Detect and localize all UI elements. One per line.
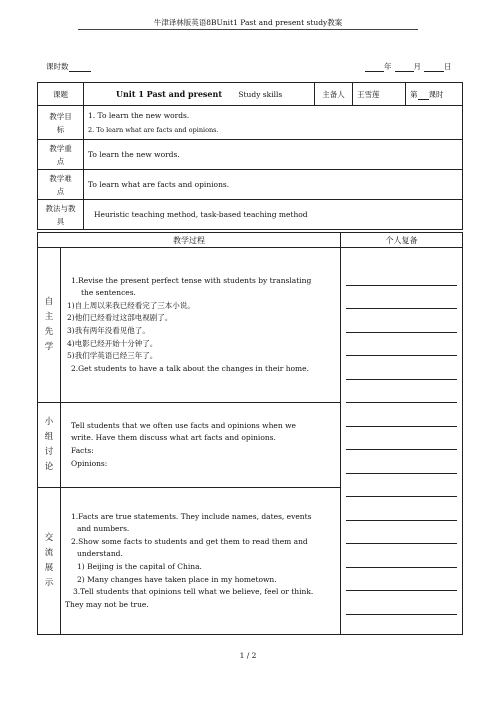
note-line[interactable] <box>346 379 457 380</box>
note-line[interactable] <box>346 285 457 286</box>
task-line: 2) Many changes have taken place in my hometown. <box>77 574 277 584</box>
note-line[interactable] <box>346 332 457 333</box>
section-label-text: 自主先学 <box>44 297 54 352</box>
personal-notes-header: 个人复备 <box>341 233 463 248</box>
objectives-cell <box>84 106 463 140</box>
methods-label <box>38 200 84 230</box>
task-line: 3)我有两年没看见他了。 <box>67 326 150 335</box>
topic-sub: Study skills <box>238 90 283 99</box>
day-label: 日 <box>444 62 452 71</box>
task-line: Tell students that we often use facts and opinions when we <box>71 420 296 430</box>
task-line: 4)电影已经开始十分钟了。 <box>67 338 158 348</box>
task-line: 1.Facts are true statements. They include names, dates, events <box>71 511 312 521</box>
process-header: 教学过程 <box>38 233 341 248</box>
page-header-title: 牛津译林版英语8BUnit1 Past and present study教案 <box>153 18 343 27</box>
year-blank[interactable] <box>365 63 384 72</box>
topic-label: 课题 <box>38 83 84 106</box>
task-line: and numbers. <box>77 524 130 534</box>
note-line[interactable] <box>346 543 457 544</box>
difficulty-value: To learn what are facts and opinions. <box>84 170 463 200</box>
self-study-content <box>61 248 341 403</box>
process-header-row <box>38 233 463 248</box>
lesson-count-blank[interactable] <box>69 63 91 72</box>
task-line: the sentences. <box>81 288 136 298</box>
section-label-presentation <box>38 488 61 635</box>
task-line: 1)自上周以来我已经看完了三本小说。 <box>67 300 195 310</box>
section-self-study <box>38 248 463 403</box>
task-line: write. Have them discuss what art facts and opinions. <box>71 433 276 443</box>
lesson-info-table <box>37 82 463 230</box>
objectives-label-text: 教学目标 <box>49 111 72 134</box>
header-rule <box>78 29 418 30</box>
date-fields <box>365 61 452 72</box>
task-line: 1) Beijing is the capital of China. <box>77 562 202 571</box>
note-line[interactable] <box>346 402 457 403</box>
note-line[interactable] <box>346 449 457 450</box>
task-line: They may not be true. <box>65 599 149 609</box>
methods-label-text: 教法与教具 <box>45 203 76 226</box>
task-line: 3.Tell students that opinions tell what we believe, feel or think. <box>73 587 314 597</box>
task-line: 2.Show some facts to students and get them to read them and <box>71 536 308 546</box>
section-label-discussion <box>38 403 61 488</box>
keypoint-label <box>38 140 84 170</box>
month-blank[interactable] <box>395 63 414 72</box>
teaching-process-table <box>37 232 463 635</box>
difficulty-label-text: 教学难点 <box>49 173 72 196</box>
topic-value: Unit 1 Past and present <box>116 89 223 99</box>
task-line: 5)我们学英语已经三年了。 <box>67 351 158 361</box>
note-line[interactable] <box>346 614 457 615</box>
preparer-label: 主备人 <box>315 83 353 106</box>
methods-value: Heuristic teaching method, task-based teaching method <box>84 200 463 230</box>
methods-row <box>38 200 463 230</box>
page-number: 1 / 2 <box>239 651 257 660</box>
note-line[interactable] <box>346 355 457 356</box>
topic-cell <box>84 83 315 106</box>
task-line: Facts: <box>71 446 94 455</box>
objectives-row <box>38 106 463 140</box>
objectives-label <box>38 106 84 140</box>
task-line: understand. <box>77 549 123 559</box>
keypoint-row <box>38 140 463 170</box>
objective-2: 2. To learn what are facts and opinions. <box>88 125 219 134</box>
task-line: Opinions: <box>71 458 108 468</box>
period-prefix: 第 <box>410 89 418 99</box>
note-line[interactable] <box>346 426 457 427</box>
period-blank[interactable] <box>418 91 429 100</box>
period-cell <box>406 83 463 106</box>
difficulty-label <box>38 170 84 200</box>
personal-notes-column <box>341 248 463 635</box>
note-line[interactable] <box>346 567 457 568</box>
discussion-content <box>61 403 341 488</box>
lesson-count <box>46 61 91 72</box>
section-label-text: 小组讨论 <box>44 417 54 472</box>
note-line[interactable] <box>346 473 457 474</box>
lesson-count-label: 课时数 <box>46 62 69 71</box>
note-line[interactable] <box>346 520 457 521</box>
task-line: 2.Get students to have a talk about the changes in their home. <box>71 363 309 373</box>
note-line[interactable] <box>346 496 457 497</box>
task-line: 1.Revise the present perfect tense with students by translating <box>71 275 312 285</box>
note-line[interactable] <box>346 590 457 591</box>
section-label-text: 交流展示 <box>44 533 54 588</box>
objective-1: 1. To learn the new words. <box>88 110 190 120</box>
difficulty-row <box>38 170 463 200</box>
day-blank[interactable] <box>424 63 444 72</box>
preparer-value: 王雪莲 <box>353 83 406 106</box>
month-label: 月 <box>413 62 421 71</box>
keypoint-value: To learn the new words. <box>84 140 463 170</box>
note-line[interactable] <box>346 308 457 309</box>
task-line: 2)他们已经看过这部电视剧了。 <box>67 313 173 323</box>
section-label-self-study <box>38 248 61 403</box>
topic-row <box>38 83 463 106</box>
presentation-content <box>61 488 341 635</box>
keypoint-label-text: 教学重点 <box>49 143 72 166</box>
period-suffix: 课时 <box>428 89 444 99</box>
year-label: 年 <box>384 62 392 71</box>
